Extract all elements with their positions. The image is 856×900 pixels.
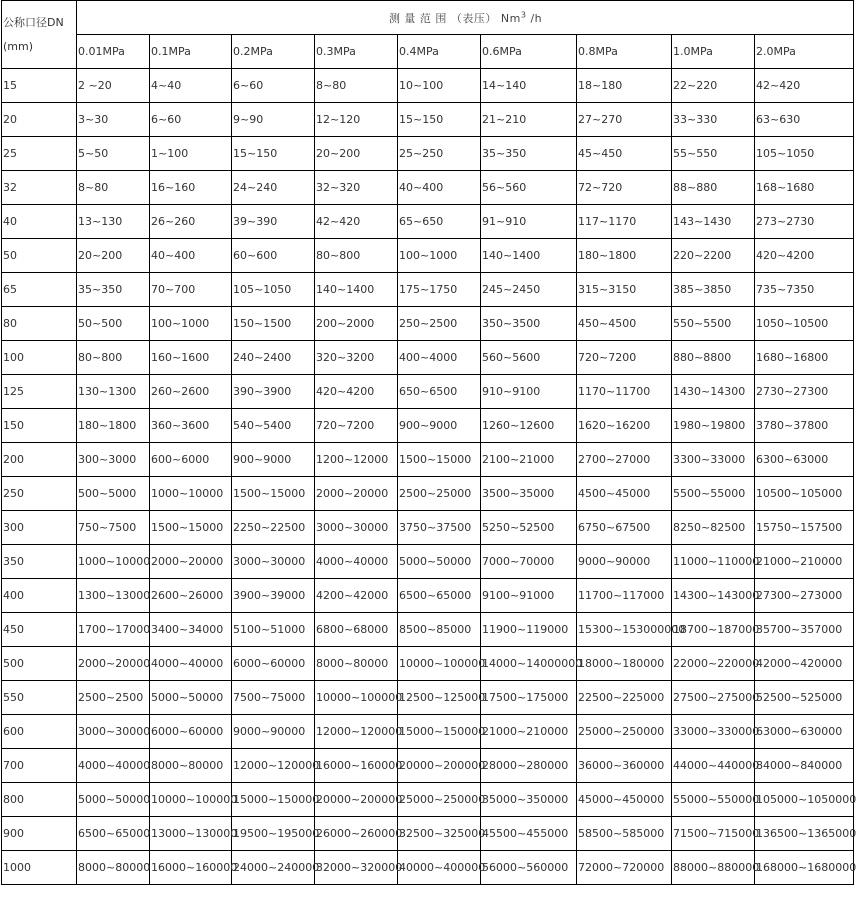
pressure-header: 2.0MPa: [755, 35, 854, 69]
range-cell: 6500~65000: [398, 579, 481, 613]
range-cell: 33~330: [672, 103, 755, 137]
range-cell: 8~80: [77, 171, 150, 205]
range-cell: 130~1300: [77, 375, 150, 409]
range-cell: 12500~125000: [398, 681, 481, 715]
range-cell: 720~7200: [577, 341, 672, 375]
range-cell: 3~30: [77, 103, 150, 137]
range-cell: 42000~420000: [755, 647, 854, 681]
range-cell: 8~80: [315, 69, 398, 103]
range-cell: 2000~20000: [77, 647, 150, 681]
dn-cell: 80: [2, 307, 77, 341]
range-cell: 8500~85000: [398, 613, 481, 647]
dn-header-cell: [2, 1, 77, 69]
range-cell: 1000~10000: [150, 477, 232, 511]
range-cell: 390~3900: [232, 375, 315, 409]
range-cell: 6000~60000: [150, 715, 232, 749]
range-cell: 2100~21000: [481, 443, 577, 477]
range-cell: 2250~22500: [232, 511, 315, 545]
range-cell: 15750~157500: [755, 511, 854, 545]
range-cell: 143~1430: [672, 205, 755, 239]
pressure-header: 0.8MPa: [577, 35, 672, 69]
table-row: [2, 647, 854, 681]
range-cell: 880~8800: [672, 341, 755, 375]
dn-cell: 900: [2, 817, 77, 851]
dn-unit: (mm): [3, 39, 34, 53]
range-cell: 260~2600: [150, 375, 232, 409]
range-cell: 58500~585000: [577, 817, 672, 851]
range-cell: 450~4500: [577, 307, 672, 341]
range-cell: 10000~100000: [150, 783, 232, 817]
range-title-suffix: /h: [526, 11, 543, 25]
range-cell: 20000~200000: [315, 783, 398, 817]
range-cell: 6~60: [150, 103, 232, 137]
range-cell: 1430~14300: [672, 375, 755, 409]
pressure-header: 1.0MPa: [672, 35, 755, 69]
dn-cell: 250: [2, 477, 77, 511]
range-cell: 245~2450: [481, 273, 577, 307]
range-cell: 56~560: [481, 171, 577, 205]
range-cell: 3780~37800: [755, 409, 854, 443]
dn-label: 公称口径DN: [3, 16, 64, 30]
range-cell: 15~150: [232, 137, 315, 171]
range-cell: 1300~13000: [77, 579, 150, 613]
table-row: [2, 443, 854, 477]
dn-cell: 100: [2, 341, 77, 375]
range-cell: 44000~440000: [672, 749, 755, 783]
range-cell: 315~3150: [577, 273, 672, 307]
range-cell: 3000~30000: [315, 511, 398, 545]
range-cell: 900~9000: [398, 409, 481, 443]
range-cell: 5250~52500: [481, 511, 577, 545]
range-cell: 1500~15000: [398, 443, 481, 477]
range-cell: 19500~195000: [232, 817, 315, 851]
pressure-header: 0.6MPa: [481, 35, 577, 69]
range-cell: 3900~39000: [232, 579, 315, 613]
dn-cell: 150: [2, 409, 77, 443]
range-cell: 4000~40000: [150, 647, 232, 681]
range-cell: 500~5000: [77, 477, 150, 511]
dn-cell: 40: [2, 205, 77, 239]
table-row: [2, 477, 854, 511]
range-cell: 35700~357000: [755, 613, 854, 647]
range-cell: 35~350: [481, 137, 577, 171]
range-cell: 3000~30000: [232, 545, 315, 579]
range-cell: 1050~10500: [755, 307, 854, 341]
range-cell: 4000~40000: [315, 545, 398, 579]
range-cell: 33000~330000: [672, 715, 755, 749]
range-cell: 9~90: [232, 103, 315, 137]
table-row: [2, 579, 854, 613]
dn-cell: 32: [2, 171, 77, 205]
range-cell: 350~3500: [481, 307, 577, 341]
range-cell: 1980~19800: [672, 409, 755, 443]
range-cell: 1500~15000: [150, 511, 232, 545]
range-cell: 22500~225000: [577, 681, 672, 715]
range-cell: 12000~120000: [315, 715, 398, 749]
table-row: [2, 511, 854, 545]
range-cell: 72000~720000: [577, 851, 672, 885]
range-cell: 56000~560000: [481, 851, 577, 885]
dn-cell: 25: [2, 137, 77, 171]
range-cell: 15000~150000: [398, 715, 481, 749]
range-cell: 70~700: [150, 273, 232, 307]
range-cell: 13~130: [77, 205, 150, 239]
range-cell: 175~1750: [398, 273, 481, 307]
table-row: [2, 375, 854, 409]
range-cell: 5500~55000: [672, 477, 755, 511]
range-cell: 900~9000: [232, 443, 315, 477]
table-row: [2, 545, 854, 579]
table-row: [2, 273, 854, 307]
range-cell: 39~390: [232, 205, 315, 239]
range-cell: 40~400: [150, 239, 232, 273]
range-cell: 32~320: [315, 171, 398, 205]
range-cell: 5~50: [77, 137, 150, 171]
range-cell: 2500~2500: [77, 681, 150, 715]
range-cell: 28000~280000: [481, 749, 577, 783]
range-cell: 7500~75000: [232, 681, 315, 715]
range-cell: 20~200: [77, 239, 150, 273]
range-cell: 273~2730: [755, 205, 854, 239]
dn-cell: 300: [2, 511, 77, 545]
range-cell: 180~1800: [77, 409, 150, 443]
table-row: [2, 239, 854, 273]
dn-cell: 1000: [2, 851, 77, 885]
range-cell: 550~5500: [672, 307, 755, 341]
table-row: [2, 715, 854, 749]
range-cell: 2500~25000: [398, 477, 481, 511]
range-cell: 140~1400: [481, 239, 577, 273]
range-cell: 22000~220000: [672, 647, 755, 681]
range-cell: 27~270: [577, 103, 672, 137]
range-cell: 55000~550000: [672, 783, 755, 817]
range-cell: 1170~11700: [577, 375, 672, 409]
range-cell: 26~260: [150, 205, 232, 239]
range-cell: 12~120: [315, 103, 398, 137]
range-cell: 1680~16800: [755, 341, 854, 375]
range-cell: 16~160: [150, 171, 232, 205]
dn-cell: 125: [2, 375, 77, 409]
range-cell: 910~9100: [481, 375, 577, 409]
range-cell: 720~7200: [315, 409, 398, 443]
table-row: [2, 749, 854, 783]
range-cell: 650~6500: [398, 375, 481, 409]
range-cell: 25~250: [398, 137, 481, 171]
range-cell: 52500~525000: [755, 681, 854, 715]
range-cell: 22~220: [672, 69, 755, 103]
range-cell: 360~3600: [150, 409, 232, 443]
range-cell: 6~60: [232, 69, 315, 103]
table-body: [2, 69, 854, 885]
range-cell: 3500~35000: [481, 477, 577, 511]
range-cell: 160~1600: [150, 341, 232, 375]
range-cell: 168~1680: [755, 171, 854, 205]
range-cell: 240~2400: [232, 341, 315, 375]
range-cell: 8000~80000: [77, 851, 150, 885]
range-cell: 80~800: [315, 239, 398, 273]
table-row: [2, 103, 854, 137]
table-row: [2, 851, 854, 885]
range-cell: 8000~80000: [150, 749, 232, 783]
range-cell: 24~240: [232, 171, 315, 205]
range-cell: 15300~153000000: [577, 613, 672, 647]
table-row: [2, 171, 854, 205]
range-cell: 7000~70000: [481, 545, 577, 579]
dn-cell: 50: [2, 239, 77, 273]
range-cell: 750~7500: [77, 511, 150, 545]
dn-cell: 700: [2, 749, 77, 783]
dn-cell: 550: [2, 681, 77, 715]
range-cell: 2600~26000: [150, 579, 232, 613]
range-cell: 150~1500: [232, 307, 315, 341]
range-cell: 9000~90000: [577, 545, 672, 579]
range-cell: 385~3850: [672, 273, 755, 307]
range-cell: 4200~42000: [315, 579, 398, 613]
range-cell: 14300~143000: [672, 579, 755, 613]
range-cell: 117~1170: [577, 205, 672, 239]
range-cell: 45500~455000: [481, 817, 577, 851]
dn-cell: 65: [2, 273, 77, 307]
range-cell: 18~180: [577, 69, 672, 103]
range-cell: 400~4000: [398, 341, 481, 375]
range-cell: 2000~20000: [150, 545, 232, 579]
range-cell: 45~450: [577, 137, 672, 171]
range-cell: 5100~51000: [232, 613, 315, 647]
range-cell: 15000~150000: [232, 783, 315, 817]
table-row: [2, 205, 854, 239]
range-cell: 35000~350000: [481, 783, 577, 817]
range-cell: 80~800: [77, 341, 150, 375]
pressure-header: 0.3MPa: [315, 35, 398, 69]
table-row: [2, 783, 854, 817]
range-cell: 2000~20000: [315, 477, 398, 511]
range-cell: 10~100: [398, 69, 481, 103]
dn-cell: 400: [2, 579, 77, 613]
range-cell: 4~40: [150, 69, 232, 103]
range-cell: 220~2200: [672, 239, 755, 273]
range-title-prefix: 测 量 范 围 （表压） Nm: [388, 11, 521, 25]
dn-cell: 500: [2, 647, 77, 681]
range-cell: 6500~65000: [77, 817, 150, 851]
range-cell: 15~150: [398, 103, 481, 137]
range-cell: 21000~210000: [481, 715, 577, 749]
range-cell: 63~630: [755, 103, 854, 137]
range-cell: 100~1000: [150, 307, 232, 341]
range-cell: 3400~34000: [150, 613, 232, 647]
table-row: [2, 817, 854, 851]
range-cell: 16000~160000: [315, 749, 398, 783]
pressure-header: 0.01MPa: [77, 35, 150, 69]
range-cell: 16000~160000: [150, 851, 232, 885]
range-cell: 50~500: [77, 307, 150, 341]
range-cell: 5000~50000: [150, 681, 232, 715]
dn-cell: 450: [2, 613, 77, 647]
range-cell: 1260~12600: [481, 409, 577, 443]
range-cell: 540~5400: [232, 409, 315, 443]
range-cell: 420~4200: [315, 375, 398, 409]
range-cell: 88000~880000: [672, 851, 755, 885]
range-cell: 735~7350: [755, 273, 854, 307]
range-cell: 88~880: [672, 171, 755, 205]
table-row: [2, 137, 854, 171]
header-row-title: [2, 1, 854, 35]
range-cell: 180~1800: [577, 239, 672, 273]
pressure-header: 0.4MPa: [398, 35, 481, 69]
range-cell: 91~910: [481, 205, 577, 239]
dn-cell: 200: [2, 443, 77, 477]
range-cell: 4500~45000: [577, 477, 672, 511]
range-cell: 100~1000: [398, 239, 481, 273]
range-cell: 25000~250000: [577, 715, 672, 749]
range-cell: 11900~119000: [481, 613, 577, 647]
range-cell: 4000~40000: [77, 749, 150, 783]
range-cell: 1000~10000: [77, 545, 150, 579]
range-cell: 6000~60000: [232, 647, 315, 681]
range-cell: 27300~273000: [755, 579, 854, 613]
range-cell: 105~1050: [232, 273, 315, 307]
dn-cell: 800: [2, 783, 77, 817]
range-cell: 42~420: [755, 69, 854, 103]
range-cell: 25000~250000: [398, 783, 481, 817]
range-cell: 9000~90000: [232, 715, 315, 749]
range-cell: 26000~260000: [315, 817, 398, 851]
range-cell: 20~200: [315, 137, 398, 171]
range-cell: 10500~105000: [755, 477, 854, 511]
range-cell: 45000~450000: [577, 783, 672, 817]
range-cell: 14000~14000000: [481, 647, 577, 681]
range-cell: 250~2500: [398, 307, 481, 341]
range-cell: 65~650: [398, 205, 481, 239]
range-cell: 105~1050: [755, 137, 854, 171]
range-cell: 1200~12000: [315, 443, 398, 477]
range-cell: 200~2000: [315, 307, 398, 341]
range-cell: 17500~175000: [481, 681, 577, 715]
range-cell: 71500~715000: [672, 817, 755, 851]
range-cell: 6300~63000: [755, 443, 854, 477]
range-cell: 300~3000: [77, 443, 150, 477]
range-cell: 20000~200000: [398, 749, 481, 783]
dn-cell: 15: [2, 69, 77, 103]
dn-cell: 600: [2, 715, 77, 749]
range-cell: 9100~91000: [481, 579, 577, 613]
range-cell: 6800~68000: [315, 613, 398, 647]
table-row: [2, 409, 854, 443]
range-cell: 84000~840000: [755, 749, 854, 783]
range-cell: 600~6000: [150, 443, 232, 477]
range-cell: 27500~275000: [672, 681, 755, 715]
range-cell: 136500~1365000: [755, 817, 854, 851]
range-cell: 21000~210000: [755, 545, 854, 579]
range-cell: 42~420: [315, 205, 398, 239]
range-title-sup: 3: [520, 9, 527, 19]
range-cell: 1620~16200: [577, 409, 672, 443]
dn-cell: 350: [2, 545, 77, 579]
range-cell: 3750~37500: [398, 511, 481, 545]
range-cell: 105000~1050000: [755, 783, 854, 817]
range-cell: 1~100: [150, 137, 232, 171]
range-cell: 21~210: [481, 103, 577, 137]
header-row-pressures: [2, 35, 854, 69]
table-row: [2, 681, 854, 715]
range-cell: 3300~33000: [672, 443, 755, 477]
range-cell: 1700~17000: [77, 613, 150, 647]
range-cell: 10000~100000: [398, 647, 481, 681]
range-cell: 36000~360000: [577, 749, 672, 783]
range-cell: 5000~50000: [77, 783, 150, 817]
range-cell: 11000~110000: [672, 545, 755, 579]
range-cell: 32500~325000: [398, 817, 481, 851]
range-cell: 11700~117000: [577, 579, 672, 613]
range-cell: 2700~27000: [577, 443, 672, 477]
range-cell: 320~3200: [315, 341, 398, 375]
table-row: [2, 307, 854, 341]
range-cell: 13000~130000: [150, 817, 232, 851]
range-cell: 140~1400: [315, 273, 398, 307]
flow-range-table: [1, 0, 854, 885]
range-cell: 2730~27300: [755, 375, 854, 409]
range-cell: 12000~120000: [232, 749, 315, 783]
range-cell: 1500~15000: [232, 477, 315, 511]
range-cell: 8250~82500: [672, 511, 755, 545]
table-row: [2, 341, 854, 375]
range-cell: 24000~240000: [232, 851, 315, 885]
dn-cell: 20: [2, 103, 77, 137]
range-cell: 2 ~20: [77, 69, 150, 103]
pressure-header: 0.1MPa: [150, 35, 232, 69]
range-cell: 420~4200: [755, 239, 854, 273]
range-cell: 6750~67500: [577, 511, 672, 545]
range-cell: 60~600: [232, 239, 315, 273]
range-cell: 14~140: [481, 69, 577, 103]
range-cell: 18700~187000: [672, 613, 755, 647]
range-cell: 10000~100000: [315, 681, 398, 715]
range-title: [77, 1, 854, 35]
range-cell: 5000~50000: [398, 545, 481, 579]
range-cell: 35~350: [77, 273, 150, 307]
range-cell: 3000~30000: [77, 715, 150, 749]
range-cell: 32000~320000: [315, 851, 398, 885]
range-cell: 168000~1680000: [755, 851, 854, 885]
range-cell: 18000~180000: [577, 647, 672, 681]
range-cell: 40~400: [398, 171, 481, 205]
pressure-header: 0.2MPa: [232, 35, 315, 69]
table-row: [2, 613, 854, 647]
range-cell: 55~550: [672, 137, 755, 171]
range-cell: 40000~400000: [398, 851, 481, 885]
range-cell: 72~720: [577, 171, 672, 205]
range-cell: 8000~80000: [315, 647, 398, 681]
range-cell: 63000~630000: [755, 715, 854, 749]
range-cell: 560~5600: [481, 341, 577, 375]
table-row: [2, 69, 854, 103]
